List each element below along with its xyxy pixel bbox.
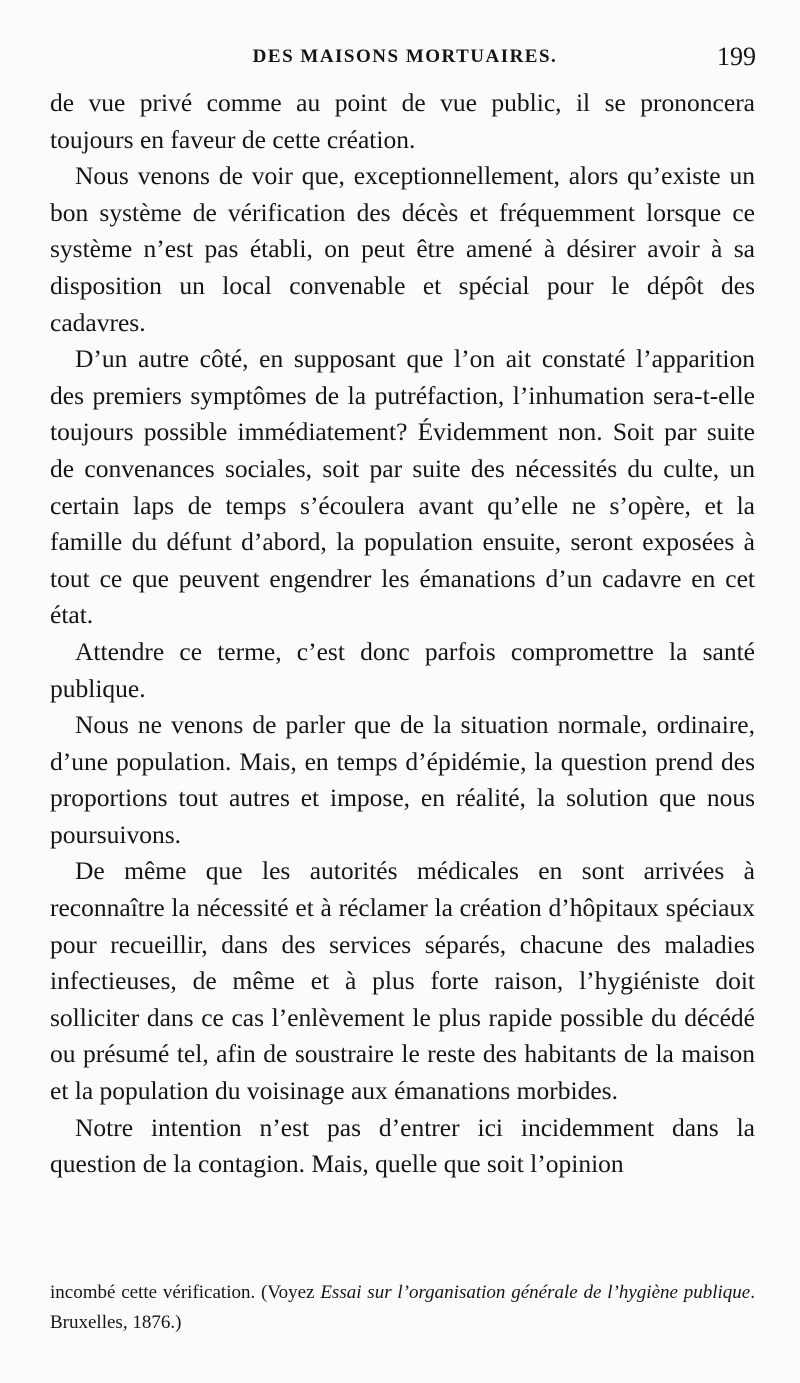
paragraph: D’un autre côté, en supposant que l’on ait constaté l’apparition des premiers symptômes de la putréfaction, l’inhumation sera-t-elle toujours possible immédiatement? Évidemment non. Soit par suite de convenances sociales, soit par suite des nécessités du culte, un certain laps de temps s’écoulera avant qu’elle ne s’opère, et la famille du défunt d’abord, la population ensuite, seront exposées à tout ce que peuvent engendrer les émanations d’un cadavre en cet état.: [50, 344, 755, 630]
footnote-cited-title: Essai sur l’organisation générale de l’hygiène publique: [320, 1282, 751, 1303]
footnote-tail: . Bruxelles, 1876.): [50, 1282, 755, 1333]
footnote: [50, 1278, 755, 1338]
paragraph: De même que les autorités médicales en sont arrivées à reconnaître la nécessité et à réclamer la création d’hôpitaux spéciaux pour recueillir, dans des services séparés, chacune des maladies infectieuses, de même et à plus forte raison, l’hygiéniste doit solliciter dans ce cas l’enlèvement le plus rapide possible du décédé ou présumé tel, afin de soustraire le reste des habitants de la maison et la population du voisinage aux émanations morbides.: [50, 856, 755, 1106]
paragraph: Notre intention n’est pas d’entrer ici incidemment dans la question de la contagion. Mais, quelle que soit l’opinion: [50, 1112, 755, 1179]
paragraph: de vue privé comme au point de vue public, il se prononcera toujours en faveur de cette création.: [50, 88, 755, 154]
paragraph: Attendre ce terme, c’est donc parfois compromettre la santé publique.: [50, 636, 755, 703]
body-text: [50, 85, 755, 1183]
page-number: 199: [717, 42, 756, 71]
page-header: [50, 40, 760, 80]
paragraph: Nous venons de voir que, exceptionnellement, alors qu’existe un bon système de vérification des décès et fréquemment lorsque ce système n’est pas établi, on peut être amené à désirer avoir à sa disposition un local convenable et spécial pour le dépôt des cadavres.: [50, 161, 755, 337]
running-title: DES MAISONS MORTUAIRES.: [252, 46, 558, 67]
footnote-lead: incombé cette vérification. (Voyez: [50, 1282, 321, 1303]
paragraph: Nous ne venons de parler que de la situation normale, ordinaire, d’une population. Mais, en temps d’épidémie, la question prend des proportions tout autres et impose, en réalité, la solution que nous poursuivons.: [50, 710, 755, 849]
